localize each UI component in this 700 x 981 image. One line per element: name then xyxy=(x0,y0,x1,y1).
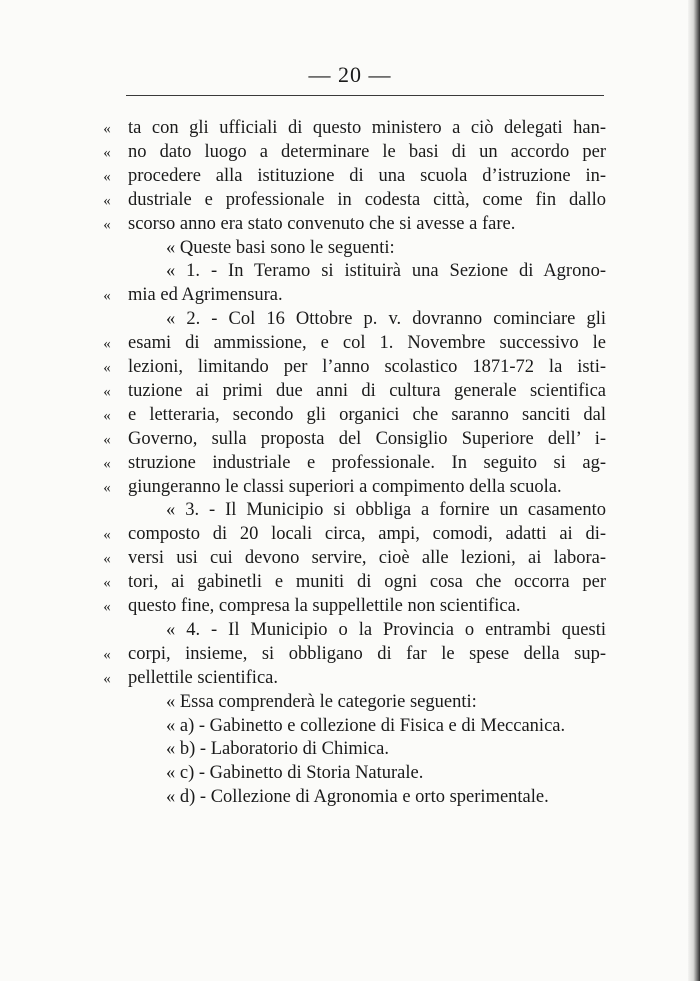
text-line: mia ed Agrimensura. xyxy=(128,285,283,305)
continuation-guillemet: « xyxy=(103,647,111,663)
continuation-guillemet: « xyxy=(103,217,111,233)
text-line: questo fine, compresa la suppellettile non scientifica. xyxy=(128,596,521,616)
continuation-guillemet: « xyxy=(103,575,111,591)
text-line: dustriale e professionale in codesta città, come fin dallo xyxy=(128,190,606,210)
text-line: composto di 20 locali circa, ampi, comodi, adatti ai di- xyxy=(128,524,606,544)
text-line: « c) - Gabinetto di Storia Naturale. xyxy=(166,763,424,783)
continuation-guillemet: « xyxy=(103,432,111,448)
text-line: versi usi cui devono servire, cioè alle lezioni, ai labora- xyxy=(128,548,606,568)
continuation-guillemet: « xyxy=(103,527,111,543)
page-edge-shadow xyxy=(688,0,700,981)
text-line: « Essa comprenderà le categorie seguenti: xyxy=(166,692,477,712)
continuation-guillemet: « xyxy=(103,480,111,496)
continuation-guillemet: « xyxy=(103,551,111,567)
text-line: struzione industriale e professionale. In seguito si ag- xyxy=(128,453,606,473)
continuation-guillemet: « xyxy=(103,145,111,161)
continuation-guillemet: « xyxy=(103,599,111,615)
text-line: « d) - Collezione di Agronomia e orto sperimentale. xyxy=(166,787,549,807)
text-line: tori, ai gabinetli e muniti di ogni cosa che occorra per xyxy=(128,572,606,592)
text-line: lezioni, limitando per l’anno scolastico 1871-72 la isti- xyxy=(128,357,606,377)
text-line: « Queste basi sono le seguenti: xyxy=(166,238,395,258)
text-line: « 3. - Il Municipio si obbliga a fornire un casamento xyxy=(166,500,606,520)
text-line: pellettile scientifica. xyxy=(128,668,278,688)
text-line: « 1. - In Teramo si istituirà una Sezione di Agrono- xyxy=(166,261,606,281)
continuation-guillemet: « xyxy=(103,288,111,304)
continuation-guillemet: « xyxy=(103,360,111,376)
text-line: esami di ammissione, e col 1. Novembre successivo le xyxy=(128,333,606,353)
continuation-guillemet: « xyxy=(103,408,111,424)
text-line: « 2. - Col 16 Ottobre p. v. dovranno cominciare gli xyxy=(166,309,606,329)
continuation-guillemet: « xyxy=(103,336,111,352)
text-line: no dato luogo a determinare le basi di un accordo per xyxy=(128,142,606,162)
text-line: ta con gli ufficiali di questo ministero a ciò delegati han- xyxy=(128,118,606,138)
header-rule xyxy=(126,95,604,96)
continuation-guillemet: « xyxy=(103,169,111,185)
text-line: giungeranno le classi superiori a compimento della scuola. xyxy=(128,477,562,497)
text-line: corpi, insieme, si obbligano di far le spese della sup- xyxy=(128,644,606,664)
continuation-guillemet: « xyxy=(103,384,111,400)
text-line: procedere alla istituzione di una scuola d’istruzione in- xyxy=(128,166,606,186)
text-line: « a) - Gabinetto e collezione di Fisica e di Meccanica. xyxy=(166,716,566,736)
page-number: — 20 — xyxy=(308,62,392,87)
continuation-guillemet: « xyxy=(103,121,111,137)
text-line: e letteraria, secondo gli organici che saranno sanciti dal xyxy=(128,405,606,425)
text-line: « b) - Laboratorio di Chimica. xyxy=(166,739,389,759)
continuation-guillemet: « xyxy=(103,671,111,687)
text-line: « 4. - Il Municipio o la Provincia o entrambi questi xyxy=(166,620,606,640)
continuation-guillemet: « xyxy=(103,193,111,209)
text-line: scorso anno era stato convenuto che si avesse a fare. xyxy=(128,214,516,234)
continuation-guillemet: « xyxy=(103,456,111,472)
text-line: tuzione ai primi due anni di cultura generale scientifica xyxy=(128,381,606,401)
text-line: Governo, sulla proposta del Consiglio Superiore dell’ i- xyxy=(128,429,606,449)
